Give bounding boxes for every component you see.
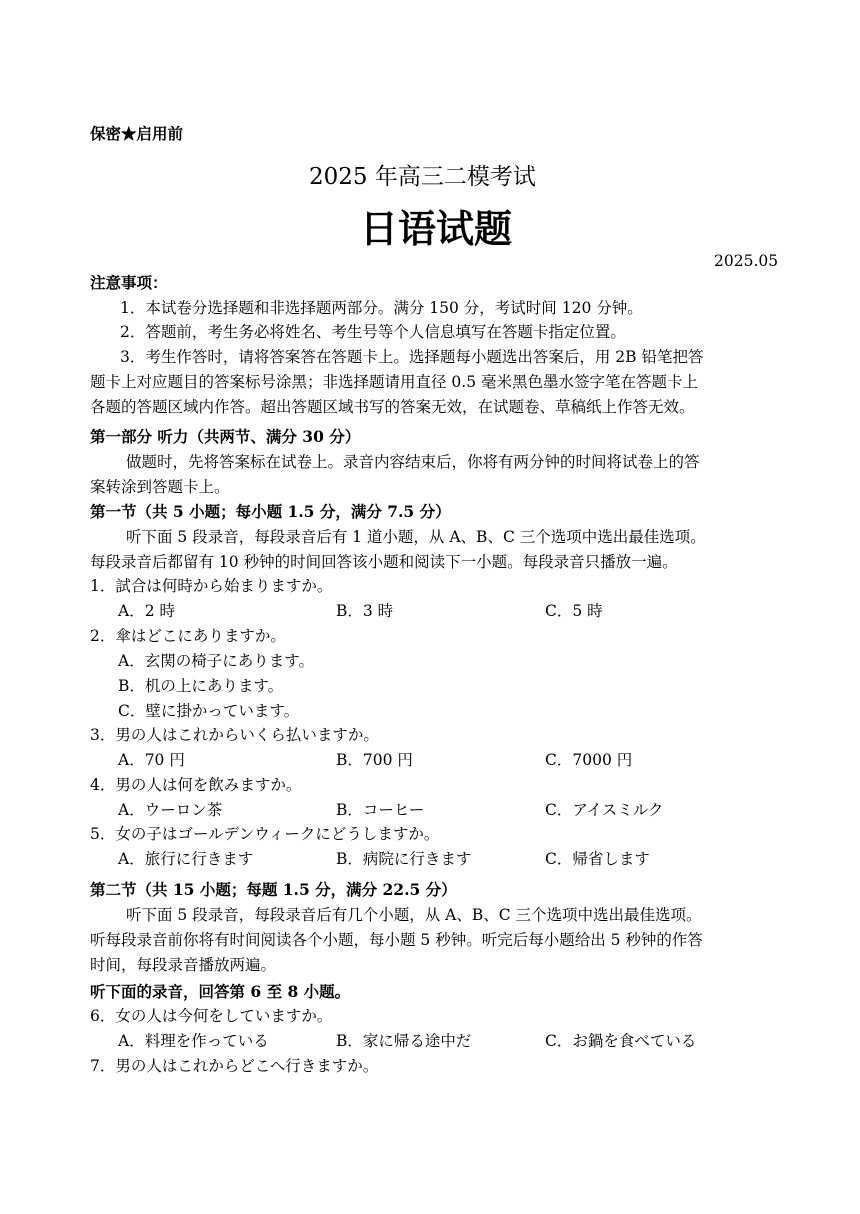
question-5-stem: 5．女の子はゴールデンウィークにどうしますか。 — [90, 825, 440, 843]
section2-intro-line-3: 时间，每段录音播放两遍。 — [90, 956, 277, 974]
exam-date: 2025.05 — [714, 252, 779, 270]
part1-heading: 第一部分 听力（共两节、满分 30 分） — [90, 427, 361, 446]
exam-title: 2025 年高三二模考试 — [309, 164, 536, 190]
question-4-stem: 4．男の人は何を飲みますか。 — [90, 776, 302, 794]
question-3-option-a: A．70 円 — [118, 751, 185, 769]
question-1-option-b: B．3 時 — [336, 602, 394, 620]
part1-intro-line-1: 做题时，先将答案标在试卷上。录音内容结束后，你将有两分钟的时间将试卷上的答 — [126, 453, 700, 471]
question-3-option-b: B．700 円 — [336, 751, 413, 769]
question-1-option-c: C．5 時 — [545, 602, 603, 620]
notice-item-3-line-2: 题卡上对应题目的答案标号涂黑；非选择题请用直径 0.5 毫米黑色墨水签字笔在答题卡上 — [90, 373, 699, 391]
notice-item-3-line-3: 各题的答题区域内作答。超出答题区域书写的答案无效，在试题卷、草稿纸上作答无效。 — [90, 398, 695, 416]
notice-item-3-line-1: 3．考生作答时，请将答案答在答题卡上。选择题每小题选出答案后，用 2B 铅笔把答 — [120, 348, 704, 366]
secret-label: 保密★启用前 — [90, 124, 184, 143]
question-7-stem: 7．男の人はこれからどこへ行きますか。 — [90, 1057, 379, 1075]
section2-heading: 第二节（共 15 小题；每题 1.5 分，满分 22.5 分） — [90, 880, 457, 899]
question-4-option-b: B．コーヒー — [336, 801, 425, 819]
question-4-option-a: A．ウーロン茶 — [118, 801, 223, 819]
group-heading-6-8: 听下面的录音，回答第 6 至 8 小题。 — [90, 982, 351, 1001]
question-4-option-c: C．アイスミルク — [545, 801, 664, 819]
question-6-option-a: A．料理を作っている — [118, 1032, 269, 1050]
notice-heading: 注意事项： — [90, 273, 168, 292]
question-1-option-a: A．2 時 — [118, 602, 175, 620]
question-6-option-c: C．お鍋を食べている — [545, 1032, 697, 1050]
question-3-stem: 3．男の人はこれからいくら払いますか。 — [90, 726, 379, 744]
question-6-option-b: B．家に帰る途中だ — [336, 1032, 472, 1050]
section1-intro-line-1: 听下面 5 段录音，每段录音后有 1 道小题，从 A、B、C 三个选项中选出最佳选项。 — [126, 528, 706, 546]
question-2-stem: 2．傘はどこにありますか。 — [90, 627, 286, 645]
question-3-option-c: C．7000 円 — [545, 751, 633, 769]
section2-intro-line-2: 听每段录音前你将有时间阅读各个小题，每小题 5 秒钟。听完后每小题给出 5 秒钟的作答 — [90, 931, 703, 949]
section2-intro-line-1: 听下面 5 段录音，每段录音后有几个小题，从 A、B、C 三个选项中选出最佳选项。 — [126, 906, 702, 924]
question-5-option-a: A．旅行に行きます — [118, 850, 254, 868]
section1-heading: 第一节（共 5 小题；每小题 1.5 分，满分 7.5 分） — [90, 502, 451, 521]
question-1-stem: 1．試合は何時から始まりますか。 — [90, 577, 333, 595]
question-2-option-a: A．玄関の椅子にあります。 — [118, 652, 314, 670]
question-5-option-c: C．帰省します — [545, 850, 650, 868]
part1-intro-line-2: 案转涂到答题卡上。 — [90, 478, 230, 496]
section1-intro-line-2: 每段录音后都留有 10 秒钟的时间回答该小题和阅读下一小题。每段录音只播放一遍。 — [90, 553, 678, 571]
question-5-option-b: B．病院に行きます — [336, 850, 472, 868]
question-2-option-b: B．机の上にあります。 — [118, 677, 284, 695]
subject-title: 日语试题 — [360, 207, 513, 251]
notice-item-2: 2．答题前，考生务必将姓名、考生号等个人信息填写在答题卡指定位置。 — [120, 323, 626, 341]
question-2-option-c: C．壁に掛かっています。 — [118, 702, 300, 720]
notice-item-1: 1．本试卷分选择题和非选择题两部分。满分 150 分，考试时间 120 分钟。 — [120, 299, 643, 317]
question-6-stem: 6．女の人は今何をしていますか。 — [90, 1007, 333, 1025]
